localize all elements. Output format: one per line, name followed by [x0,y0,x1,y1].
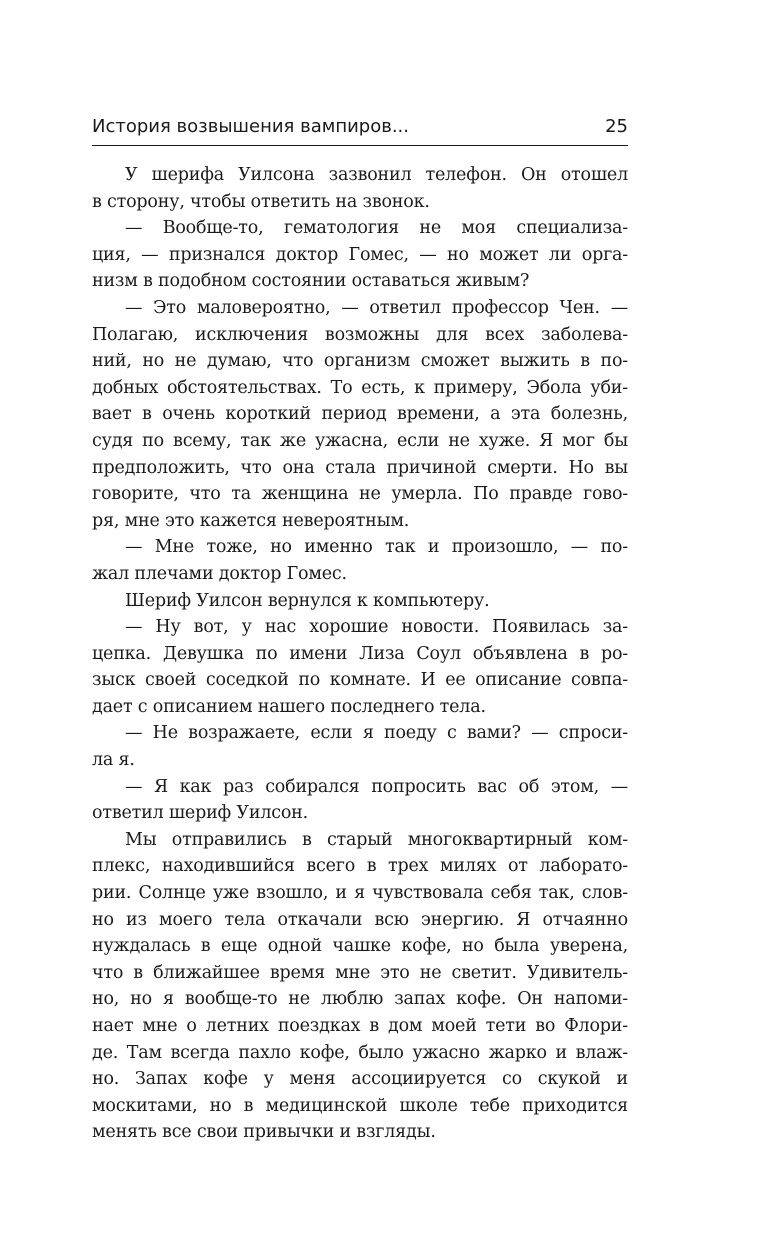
running-header-title: История возвышения вампиров... [92,116,410,137]
text-line: но из моего тела откачали всю энергию. Я отчаянно [92,909,628,930]
text-line: — Не возражаете, если я поеду с вами? — спроси- [125,723,628,744]
page-number: 25 [605,116,628,137]
body-text [92,162,628,1146]
text-line: плекс, находившийся всего в трех милях от лаборато- [92,856,628,877]
text-line: У шерифа Уилсона зазвонил телефон. Он отошел [125,165,628,185]
text-line: нуждалась в еще одной чашке кофе, но была уверена, [92,936,628,957]
text-line: цепка. Девушка по имени Лиза Соул объявлена в ро- [92,643,628,664]
text-line: но, но я вообще-то не люблю запах кофе. Он напоми- [92,989,628,1010]
text-line: де. Там всегда пахло кофе, было ужасно жарко и влаж- [92,1042,628,1063]
text-line: москитами, но в медицинской школе тебе приходится [92,1095,628,1116]
text-line: — Ну вот, у нас хорошие новости. Появилась за- [125,617,628,638]
text-line: зыск своей соседкой по комнате. И ее описание совпа- [92,670,628,691]
text-line: судя по всему, так же ужасна, если не хуже. Я мог бы [92,430,628,451]
text-line: что в ближайшее время мне это не светит. Удивитель- [92,962,628,983]
text-line: — Вообще-то, гематология не моя специализа- [125,218,628,239]
text-line: рии. Солнце уже взошло, и я чувствовала себя так, слов- [92,883,628,904]
text-line: менять все свои привычки и взгляды. [92,1122,436,1143]
text-line: предположить, что она стала причиной смерти. Но вы [92,457,628,478]
text-line: вает в очень короткий период времени, а эта болезнь, [92,404,628,425]
text-line: нает мне о летних поездках в дом моей тети во Флори- [92,1016,628,1036]
text-line: — Я как раз собирался попросить вас об этом, — [125,776,628,797]
text-line: ответил шериф Уилсон. [92,803,308,824]
text-line: Мы отправились в старый многоквартирный ком- [125,829,628,850]
text-line: ря, мне это кажется невероятным. [92,510,410,531]
text-line: говорите, что та женщина не умерла. По правде гово- [92,484,628,505]
header-rule [92,145,628,146]
text-line: жал плечами доктор Гомес. [92,563,347,584]
text-line: низм в подобном состоянии оставаться живым? [92,271,530,292]
text-line: — Мне тоже, но именно так и произошло, — по- [125,537,628,558]
running-header [92,112,628,142]
text-line: в сторону, чтобы ответить на звонок. [92,191,430,212]
text-line: Шериф Уилсон вернулся к компьютеру. [125,590,490,611]
text-line: дает с описанием нашего последнего тела. [92,696,486,717]
text-line: ла я. [92,750,135,771]
text-line: ний, но не думаю, что организм сможет выжить в по- [92,351,628,372]
text-line: добных обстоятельствах. То есть, к примеру, Эбола уби- [92,377,628,398]
text-line: ция, — признался доктор Гомес, — но может ли орга- [92,244,628,265]
text-line: но. Запах кофе у меня ассоциируется со скукой и [92,1069,628,1090]
text-line: Полагаю, исключения возможны для всех заболева- [92,324,628,345]
text-line: — Это маловероятно, — ответил профессор Чен. — [125,297,628,318]
